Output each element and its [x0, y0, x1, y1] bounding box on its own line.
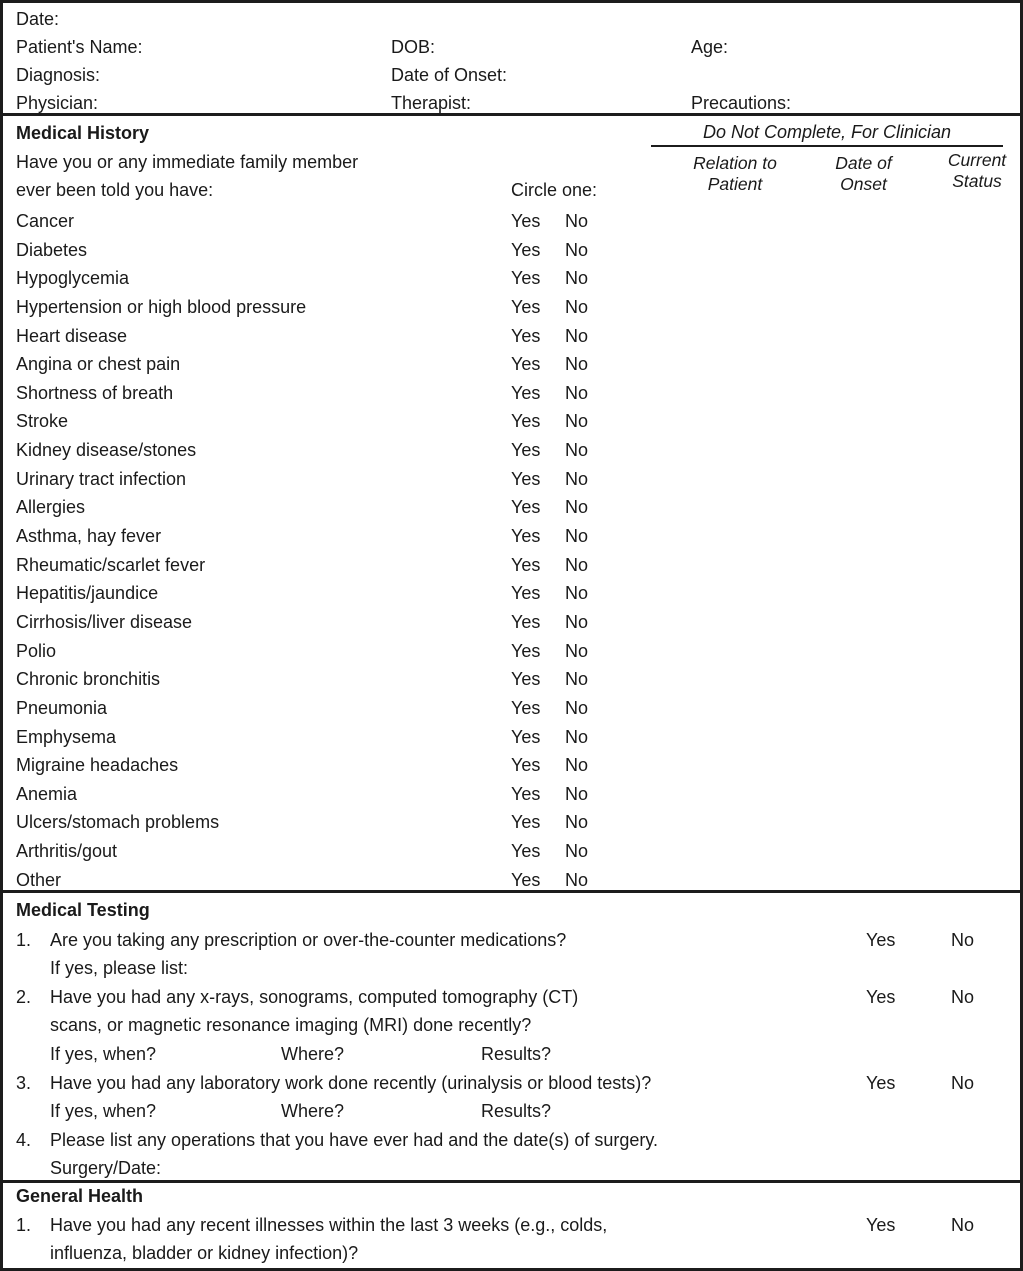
condition-label: Anemia — [16, 783, 78, 804]
column-header-date-of-onset: Date of Onset — [835, 153, 892, 194]
condition-label: Chronic bronchitis — [16, 669, 161, 690]
physician-row — [3, 89, 1020, 117]
patient-name-label: Patient's Name: — [16, 37, 143, 57]
question-text: Have you had any x-rays, sonograms, computed tomography (CT) — [50, 987, 579, 1007]
no-option[interactable]: No — [565, 440, 589, 461]
yes-option[interactable]: Yes — [511, 726, 541, 747]
no-option[interactable]: No — [565, 239, 589, 260]
condition-row-cirrhosis — [3, 608, 1020, 637]
yes-option[interactable]: Yes — [866, 987, 896, 1007]
condition-label: Allergies — [16, 497, 86, 518]
no-option[interactable]: No — [565, 325, 589, 346]
surgery-date-label: Surgery/Date: — [50, 1158, 162, 1178]
condition-row-urinary-tract-infection — [3, 465, 1020, 494]
condition-row-pneumonia — [3, 694, 1020, 723]
condition-row-diabetes — [3, 236, 1020, 265]
question-imaging-followup — [3, 1040, 1020, 1068]
yes-option[interactable]: Yes — [511, 296, 541, 317]
no-option[interactable]: No — [565, 869, 589, 890]
yes-option[interactable]: Yes — [511, 869, 541, 890]
condition-row-arthritis — [3, 837, 1020, 866]
medical-testing-title: Medical Testing — [16, 900, 150, 920]
condition-label: Other — [16, 869, 62, 890]
question-operations — [3, 1126, 1020, 1154]
yes-option[interactable]: Yes — [511, 697, 541, 718]
condition-row-stroke — [3, 407, 1020, 436]
question-number: 4. — [16, 1130, 32, 1150]
patient-info-section — [3, 3, 1020, 116]
therapist-label: Therapist: — [391, 93, 472, 113]
yes-option[interactable]: Yes — [866, 1215, 896, 1235]
medical-history-title: Medical History — [16, 123, 150, 143]
if-yes-please-list-label: If yes, please list: — [50, 958, 189, 978]
medical-history-section — [3, 116, 1020, 893]
no-option[interactable]: No — [565, 382, 589, 403]
yes-option[interactable]: Yes — [511, 354, 541, 375]
condition-label: Rheumatic/scarlet fever — [16, 554, 206, 575]
no-option[interactable]: No — [951, 1073, 975, 1093]
condition-row-hypoglycemia — [3, 264, 1020, 293]
condition-label: Hypertension or high blood pressure — [16, 296, 307, 317]
yes-option[interactable]: Yes — [511, 440, 541, 461]
yes-option[interactable]: Yes — [866, 1073, 896, 1093]
yes-option[interactable]: Yes — [511, 211, 541, 231]
no-option[interactable]: No — [565, 268, 589, 289]
question-text: Please list any operations that you have ever had and the date(s) of surgery. — [50, 1130, 659, 1150]
condition-row-hepatitis — [3, 579, 1020, 608]
condition-label: Emphysema — [16, 726, 117, 747]
no-option[interactable]: No — [565, 611, 589, 632]
yes-option[interactable]: Yes — [511, 468, 541, 489]
yes-option[interactable]: Yes — [511, 611, 541, 632]
condition-label: Arthritis/gout — [16, 841, 118, 862]
question-number: 3. — [16, 1073, 32, 1093]
diagnosis-row — [3, 61, 1020, 89]
condition-label: Stroke — [16, 411, 69, 432]
date-label: Date: — [16, 9, 60, 29]
question-operations-followup — [3, 1154, 1020, 1182]
if-yes-when-label: If yes, when? — [50, 1044, 157, 1064]
condition-label: Polio — [16, 640, 57, 661]
diagnosis-label: Diagnosis: — [16, 65, 101, 85]
condition-row-angina — [3, 350, 1020, 379]
yes-option[interactable]: Yes — [511, 382, 541, 403]
no-option[interactable]: No — [565, 296, 589, 317]
column-header-relation-to-patient: Relation to Patient — [693, 153, 777, 194]
dob-label: DOB: — [391, 37, 436, 57]
condition-row-asthma — [3, 522, 1020, 551]
question-number: 2. — [16, 987, 32, 1007]
yes-option[interactable]: Yes — [511, 841, 541, 862]
condition-row-kidney-disease — [3, 436, 1020, 465]
question-lab-work-followup — [3, 1097, 1020, 1125]
if-yes-when-label: If yes, when? — [50, 1101, 157, 1121]
question-text-continued: scans, or magnetic resonance imaging (MRI) done recently? — [50, 1015, 532, 1035]
general-health-title: General Health — [16, 1186, 144, 1206]
no-option[interactable]: No — [565, 583, 589, 604]
question-medications-followup — [3, 954, 1020, 982]
condition-row-emphysema — [3, 723, 1020, 752]
condition-row-ulcers — [3, 808, 1020, 837]
history-intro-line1: Have you or any immediate family member — [16, 152, 359, 172]
question-recent-illnesses-line2 — [3, 1239, 1020, 1267]
condition-label: Kidney disease/stones — [16, 440, 197, 461]
no-option[interactable]: No — [565, 526, 589, 547]
condition-row-anemia — [3, 780, 1020, 809]
no-option[interactable]: No — [951, 987, 975, 1007]
no-option[interactable]: No — [565, 497, 589, 518]
question-imaging-line2 — [3, 1011, 1020, 1039]
question-number: 1. — [16, 930, 32, 950]
no-option[interactable]: No — [565, 812, 589, 833]
general-health-section — [3, 1183, 1020, 1265]
condition-label: Cancer — [16, 211, 75, 231]
yes-option[interactable]: Yes — [511, 783, 541, 804]
no-option[interactable]: No — [565, 211, 589, 231]
no-option[interactable]: No — [565, 783, 589, 804]
history-intro-line2: ever been told you have: — [16, 180, 214, 200]
physician-label: Physician: — [16, 93, 99, 113]
condition-list — [3, 207, 1020, 894]
condition-row-hypertension — [3, 293, 1020, 322]
yes-option[interactable]: Yes — [511, 755, 541, 776]
question-lab-work — [3, 1069, 1020, 1097]
condition-label: Diabetes — [16, 239, 88, 260]
condition-label: Cirrhosis/liver disease — [16, 611, 193, 632]
condition-row-migraine — [3, 751, 1020, 780]
condition-label: Ulcers/stomach problems — [16, 812, 220, 833]
no-option[interactable]: No — [951, 1215, 975, 1235]
date-row — [3, 5, 1020, 33]
yes-option[interactable]: Yes — [511, 411, 541, 432]
column-header-current-status: Current Status — [947, 150, 1007, 191]
no-option[interactable]: No — [565, 669, 589, 690]
no-option[interactable]: No — [565, 726, 589, 747]
condition-label: Pneumonia — [16, 697, 108, 718]
condition-row-polio — [3, 637, 1020, 666]
question-text: Are you taking any prescription or over-the-counter medications? — [50, 930, 567, 950]
condition-row-shortness-of-breath — [3, 379, 1020, 408]
name-row — [3, 33, 1020, 61]
condition-label: Urinary tract infection — [16, 468, 187, 489]
no-option[interactable]: No — [565, 755, 589, 776]
where-label: Where? — [281, 1044, 345, 1064]
no-option[interactable]: No — [565, 554, 589, 575]
condition-row-cancer — [3, 207, 1020, 236]
question-number: 1. — [16, 1215, 32, 1235]
condition-label: Hypoglycemia — [16, 268, 130, 289]
condition-label: Hepatitis/jaundice — [16, 583, 159, 604]
no-option[interactable]: No — [951, 930, 975, 950]
condition-row-allergies — [3, 493, 1020, 522]
precautions-label: Precautions: — [691, 93, 792, 113]
circle-one-label: Circle one: — [511, 180, 598, 200]
results-label: Results? — [481, 1044, 552, 1064]
clinician-only-note: Do Not Complete, For Clinician — [651, 119, 1003, 147]
no-option[interactable]: No — [565, 841, 589, 862]
question-text: Have you had any laboratory work done recently (urinalysis or blood tests)? — [50, 1073, 652, 1093]
condition-row-chronic-bronchitis — [3, 665, 1020, 694]
yes-option[interactable]: Yes — [511, 268, 541, 289]
yes-option[interactable]: Yes — [866, 930, 896, 950]
question-imaging — [3, 983, 1020, 1011]
condition-row-heart-disease — [3, 322, 1020, 351]
no-option[interactable]: No — [565, 468, 589, 489]
yes-option[interactable]: Yes — [511, 526, 541, 547]
condition-label: Shortness of breath — [16, 382, 174, 403]
yes-option[interactable]: Yes — [511, 640, 541, 661]
yes-option[interactable]: Yes — [511, 239, 541, 260]
condition-label: Angina or chest pain — [16, 354, 181, 375]
results-label: Results? — [481, 1101, 552, 1121]
yes-option[interactable]: Yes — [511, 554, 541, 575]
no-option[interactable]: No — [565, 697, 589, 718]
condition-label: Asthma, hay fever — [16, 526, 162, 547]
question-text: Have you had any recent illnesses within the last 3 weeks (e.g., colds, — [50, 1215, 608, 1235]
condition-label: Migraine headaches — [16, 755, 179, 776]
no-option[interactable]: No — [565, 640, 589, 661]
yes-option[interactable]: Yes — [511, 497, 541, 518]
yes-option[interactable]: Yes — [511, 812, 541, 833]
question-medications — [3, 926, 1020, 954]
no-option[interactable]: No — [565, 411, 589, 432]
age-label: Age: — [691, 37, 729, 57]
where-label: Where? — [281, 1101, 345, 1121]
yes-option[interactable]: Yes — [511, 583, 541, 604]
question-recent-illnesses — [3, 1211, 1020, 1239]
question-text-continued: influenza, bladder or kidney infection)? — [50, 1243, 359, 1263]
no-option[interactable]: No — [565, 354, 589, 375]
condition-row-other — [3, 866, 1020, 895]
condition-row-rheumatic-fever — [3, 551, 1020, 580]
date-of-onset-label: Date of Onset: — [391, 65, 508, 85]
yes-option[interactable]: Yes — [511, 325, 541, 346]
medical-testing-section — [3, 893, 1020, 1183]
yes-option[interactable]: Yes — [511, 669, 541, 690]
condition-label: Heart disease — [16, 325, 128, 346]
